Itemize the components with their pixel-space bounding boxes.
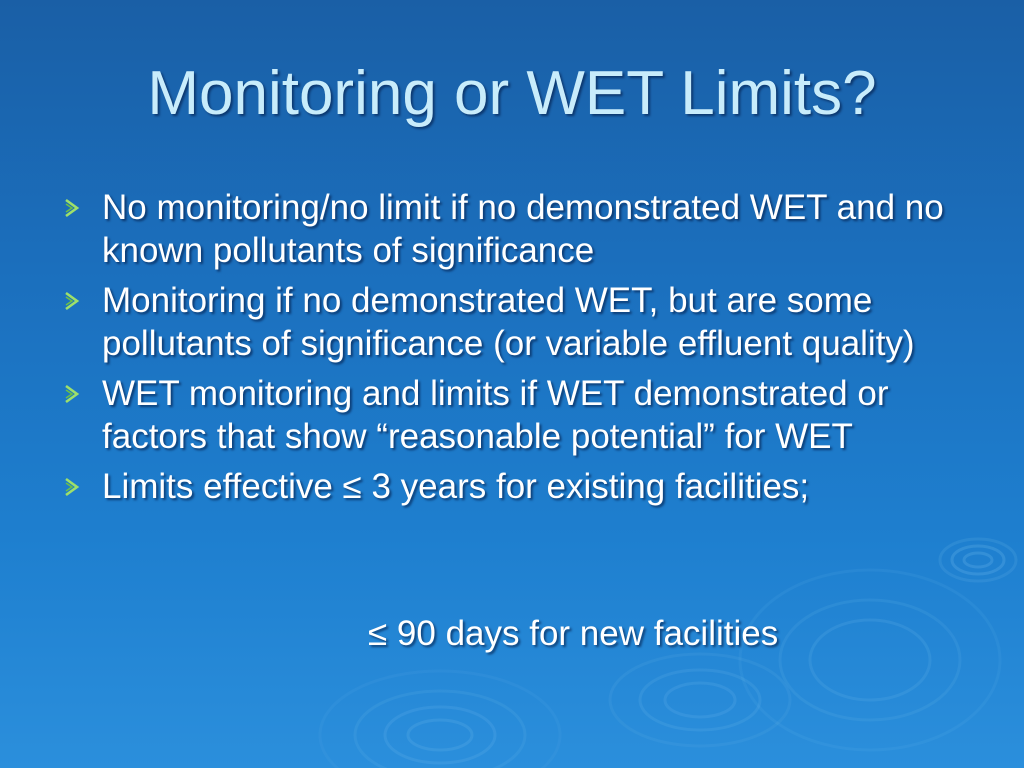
bullet-list [62,186,962,515]
bullet-text: Limits effective ≤ 3 years for existing facilities; [102,467,810,506]
arrowhead-bullet-icon [62,384,82,404]
bullet-item [62,279,962,365]
bullet-item [62,465,962,508]
bullet-continuation-text: ≤ 90 days for new facilities [368,614,779,653]
arrowhead-bullet-icon [62,291,82,311]
bullet-text: WET monitoring and limits if WET demonstrated or factors that show “reasonable potential” for WET [102,374,889,456]
arrowhead-bullet-icon [62,477,82,497]
bullet-text: Monitoring if no demonstrated WET, but are some pollutants of significance (or variable effluent quality) [102,281,915,363]
slide-title: Monitoring or WET Limits? [147,59,877,128]
bullet-text: No monitoring/no limit if no demonstrated WET and no known pollutants of significance [102,188,944,270]
arrowhead-bullet-icon [62,198,82,218]
bullet-item [62,186,962,272]
bullet-item [62,372,962,458]
